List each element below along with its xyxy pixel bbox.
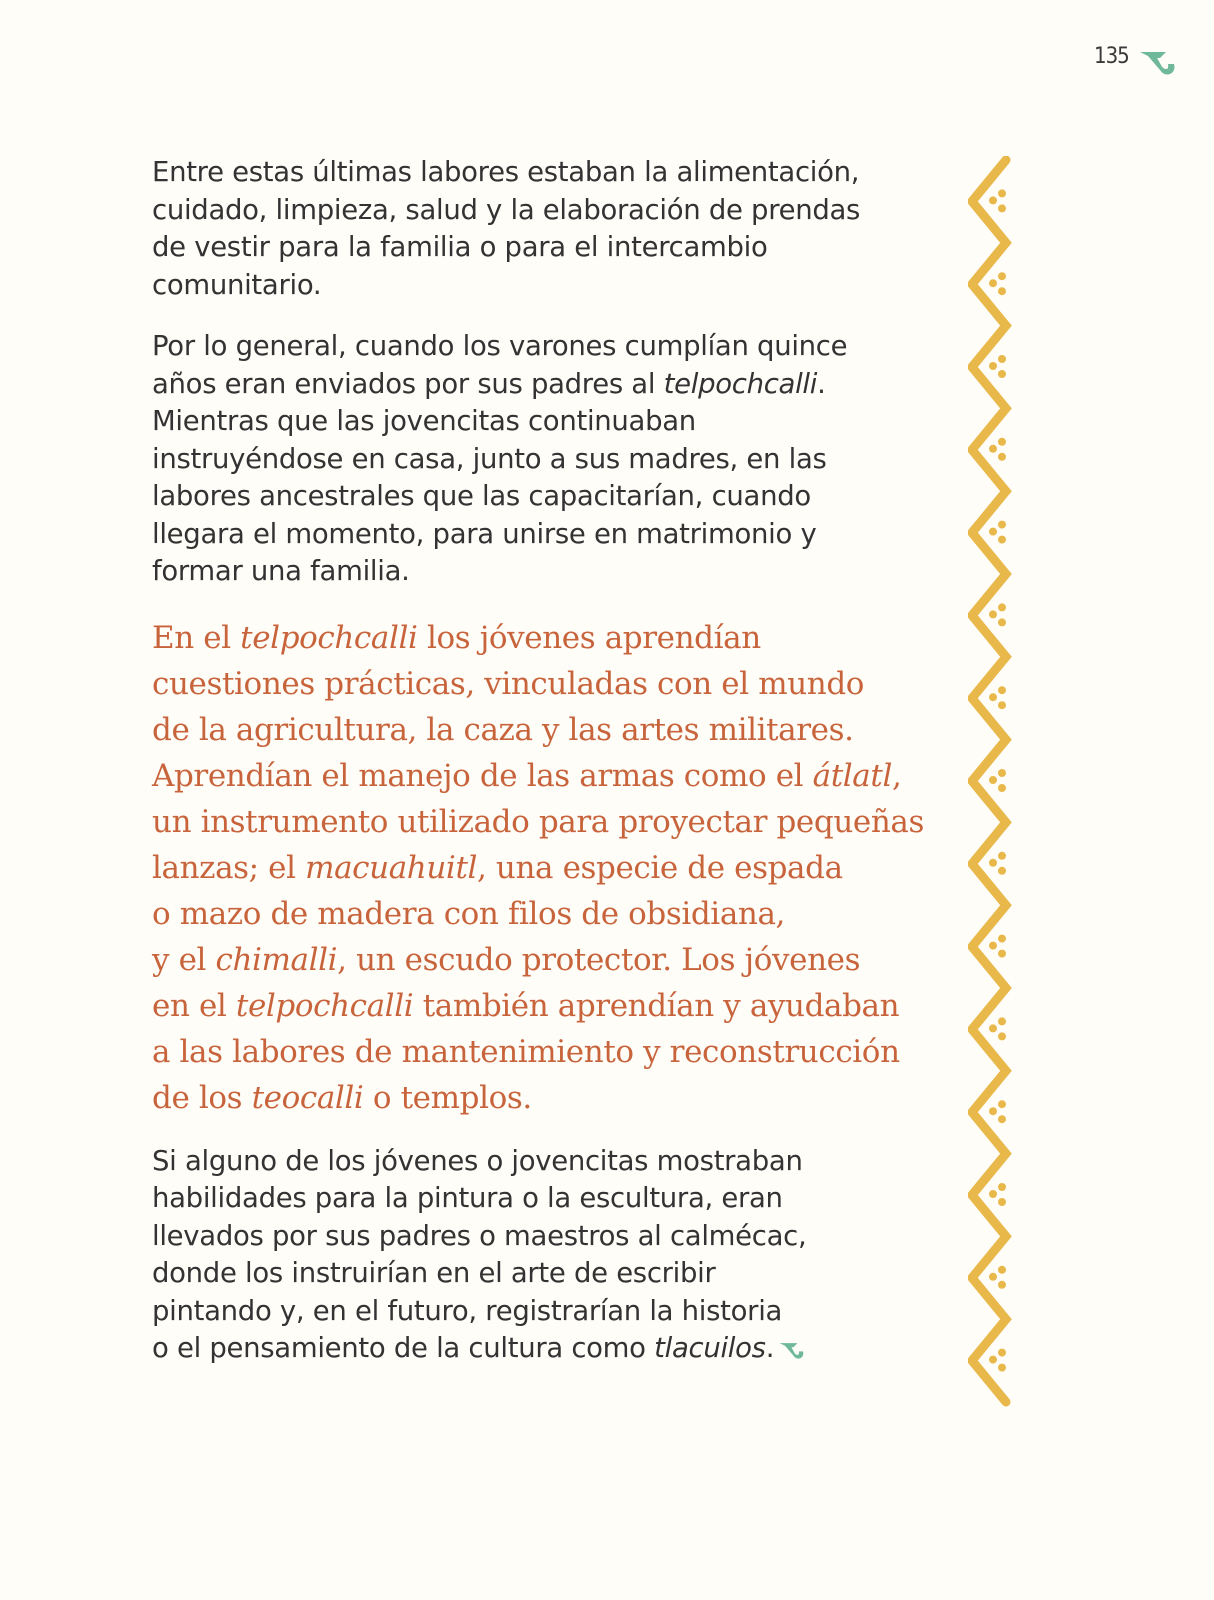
- text-segment: en el: [152, 987, 236, 1024]
- dot: [998, 950, 1006, 958]
- dot-cluster: [989, 603, 1006, 626]
- text-line: Si alguno de los jóvenes o jovencitas mostraban: [152, 1144, 803, 1177]
- green-scroll-glyph-icon: [778, 1339, 806, 1361]
- italic-term: telpochcalli: [235, 987, 414, 1024]
- text-line: [152, 937, 922, 983]
- dot: [989, 279, 997, 287]
- text-line: Por lo general, cuando los varones cumplían quince: [152, 330, 848, 362]
- text-segment: o el pensamiento de la cultura como: [152, 1332, 655, 1364]
- text-line: a las labores de mantenimiento y reconstrucción: [152, 1033, 900, 1070]
- text-line: cuidado, limpieza, salud y la elaboración de prendas: [152, 193, 861, 226]
- dot-cluster: [989, 1349, 1006, 1372]
- italic-term: tlacuilos: [654, 1332, 766, 1364]
- paragraph-labores: [152, 154, 922, 304]
- text-line: llevados por sus padres o maestros al calmécac,: [152, 1219, 807, 1252]
- text-line: de la agricultura, la caza y las artes militares.: [152, 711, 854, 748]
- dot: [989, 196, 997, 204]
- text-line: Mientras que las jovencitas continuaban: [152, 405, 696, 437]
- text-line: o mazo de madera con filos de obsidiana,: [152, 895, 786, 932]
- dot: [989, 610, 997, 618]
- text-segment: de los: [152, 1079, 252, 1116]
- dot: [998, 1198, 1006, 1206]
- dot: [998, 852, 1006, 860]
- text-line: comunitario.: [152, 268, 322, 301]
- dot: [998, 1281, 1006, 1289]
- text-line: [152, 1330, 922, 1368]
- dot: [998, 603, 1006, 611]
- dot: [989, 1273, 997, 1281]
- paragraph-calmecac: [152, 1143, 922, 1368]
- dot-cluster: [989, 1100, 1006, 1123]
- text-line: [152, 845, 922, 891]
- text-line: cuestiones prácticas, vinculadas con el mundo: [152, 665, 865, 702]
- dot: [998, 1115, 1006, 1123]
- dot: [989, 693, 997, 701]
- main-text-column: [152, 154, 922, 1368]
- dot: [989, 362, 997, 370]
- text-line: instruyéndose en casa, junto a sus madres, en las: [152, 442, 827, 475]
- text-segment: Aprendían el manejo de las armas como el: [152, 757, 813, 794]
- text-line: Entre estas últimas labores estaban la alimentación,: [152, 156, 860, 188]
- dot: [989, 1107, 997, 1115]
- text-line: [152, 615, 922, 661]
- italic-term: macuahuitl: [305, 849, 478, 886]
- italic-term: telpochcalli: [663, 367, 818, 400]
- dot: [998, 287, 1006, 295]
- paragraph-varones: [152, 328, 922, 591]
- dot: [998, 618, 1006, 626]
- dot: [998, 189, 1006, 197]
- dot: [998, 686, 1006, 694]
- zigzag-line: [972, 160, 1006, 1402]
- text-line: labores ancestrales que las capacitarían, cuando: [152, 480, 811, 512]
- text-line: un instrumento utilizado para proyectar pequeñas: [152, 803, 924, 840]
- text-segment: o templos.: [363, 1079, 532, 1116]
- text-segment: también aprendían y ayudaban: [413, 987, 900, 1024]
- dot-cluster: [989, 769, 1006, 792]
- italic-term: chimalli: [215, 941, 338, 978]
- text-segment: , una especie de espada: [477, 849, 843, 886]
- text-line: de vestir para la familia o para el intercambio: [152, 231, 768, 263]
- dot: [998, 935, 1006, 943]
- dot: [998, 272, 1006, 280]
- dot: [998, 867, 1006, 875]
- italic-term: átlatl: [812, 757, 892, 794]
- dot: [989, 528, 997, 536]
- dot-cluster: [989, 686, 1006, 709]
- dot: [989, 1356, 997, 1364]
- dot: [998, 521, 1006, 529]
- text-segment: años eran enviados por sus padres al: [152, 367, 664, 400]
- dot: [989, 942, 997, 950]
- text-line: [152, 753, 922, 799]
- dot: [989, 1190, 997, 1198]
- dot: [998, 1032, 1006, 1040]
- text-segment: .: [817, 367, 826, 400]
- text-segment: .: [765, 1332, 775, 1364]
- dot: [998, 453, 1006, 461]
- dot: [998, 1183, 1006, 1191]
- dot: [998, 536, 1006, 544]
- dot-cluster: [989, 438, 1006, 461]
- page-number: 135: [1094, 44, 1129, 69]
- highlight-paragraph-telpochcalli: [152, 615, 922, 1121]
- dot-cluster: [989, 1183, 1006, 1206]
- dot-cluster: [989, 852, 1006, 875]
- dot: [998, 370, 1006, 378]
- text-line: llegara el momento, para unirse en matrimonio y: [152, 517, 817, 550]
- italic-term: teocalli: [251, 1079, 364, 1116]
- dot: [998, 1364, 1006, 1372]
- dot: [998, 1266, 1006, 1274]
- dot-cluster: [989, 521, 1006, 544]
- text-segment: , un escudo protector. Los jóvenes: [337, 941, 861, 978]
- green-scroll-glyph-icon: [1138, 46, 1178, 78]
- text-line: [152, 983, 922, 1029]
- text-line: habilidades para la pintura o la escultura, eran: [152, 1182, 783, 1214]
- dot: [998, 769, 1006, 777]
- dot-cluster: [989, 1017, 1006, 1040]
- text-segment: lanzas; el: [152, 849, 306, 886]
- text-segment: ,: [891, 757, 902, 794]
- dot-cluster: [989, 189, 1006, 212]
- dot: [989, 859, 997, 867]
- dot: [998, 1017, 1006, 1025]
- dot: [989, 445, 997, 453]
- text-line: donde los instruirían en el arte de escribir: [152, 1257, 716, 1289]
- dot: [989, 1024, 997, 1032]
- dot: [998, 355, 1006, 363]
- italic-term: telpochcalli: [240, 619, 418, 656]
- yellow-zigzag-border: [968, 156, 1036, 1442]
- dot: [989, 776, 997, 784]
- text-line: [152, 1075, 922, 1121]
- text-segment: En el: [152, 619, 241, 656]
- dot-cluster: [989, 272, 1006, 295]
- text-line: [152, 366, 922, 404]
- dot-cluster: [989, 355, 1006, 378]
- text-segment: y el: [152, 941, 216, 978]
- dot: [998, 1349, 1006, 1357]
- dot-cluster: [989, 935, 1006, 958]
- dot: [998, 438, 1006, 446]
- text-segment: los jóvenes aprendían: [417, 619, 761, 656]
- text-line: pintando y, en el futuro, registrarían la historia: [152, 1294, 783, 1327]
- dot: [998, 204, 1006, 212]
- dot-cluster: [989, 1266, 1006, 1289]
- dot: [998, 701, 1006, 709]
- dot: [998, 784, 1006, 792]
- dot: [998, 1100, 1006, 1108]
- text-line: formar una familia.: [152, 555, 410, 587]
